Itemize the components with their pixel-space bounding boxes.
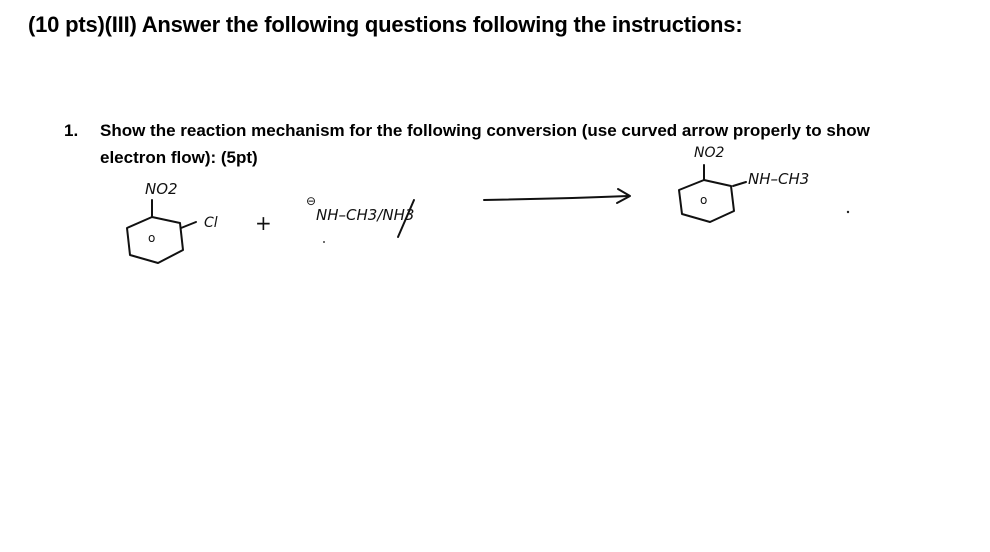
product-no2-label: NO2 xyxy=(694,145,725,161)
product-nh-bond xyxy=(733,182,746,186)
reactant-ring-center: o xyxy=(148,231,156,245)
reagent-formula: NH–CH3/NH3 xyxy=(316,206,415,224)
stray-dot xyxy=(847,211,849,213)
question-number: 1. xyxy=(64,121,79,140)
reactant-cl-label: Cl xyxy=(204,215,218,231)
reaction-arrow-shaft xyxy=(484,196,628,200)
question-text-line-1: Show the reaction mechanism for the following conversion (use curved arrow properly to show xyxy=(100,121,870,140)
plus-sign: + xyxy=(255,211,272,235)
reactant-no2-label: NO2 xyxy=(145,180,178,198)
negative-charge-symbol: ⊖ xyxy=(306,194,317,208)
question-text-line-2: electron flow): (5pt) xyxy=(100,148,258,167)
product-nh-ch3-label: NH–CH3 xyxy=(748,170,810,188)
page-title: (10 pts)(III) Answer the following questions following the instructions: xyxy=(28,12,743,37)
reactant-cl-bond xyxy=(181,222,196,228)
product-ring-center: o xyxy=(700,193,708,207)
stray-dot-2 xyxy=(323,241,325,243)
